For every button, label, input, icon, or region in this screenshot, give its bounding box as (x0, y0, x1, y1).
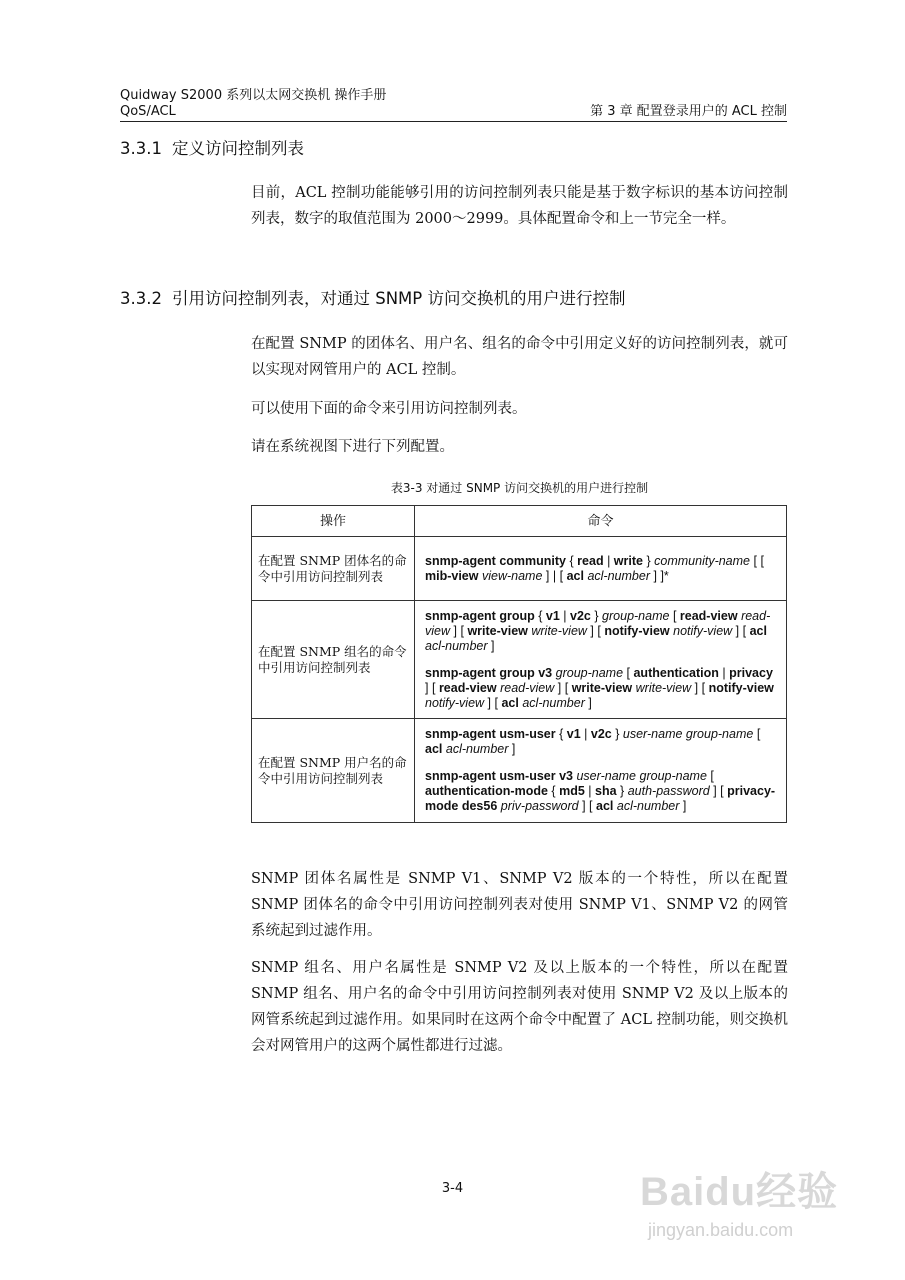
section-number: 3.3.1 (120, 139, 162, 158)
command-text: snmp-agent group v3 group-name [ authentication | privacy ] [ read-view read-view ] [ write-view write-view ] [ notify-view notify-view ] [ acl acl-number ] (425, 665, 774, 710)
command-text: snmp-agent usm-user { v1 | v2c } user-name group-name [ acl acl-number ] (425, 727, 761, 756)
operation-cell: 在配置 SNMP 组名的命令中引用访问控制列表 (252, 601, 415, 719)
paragraph: SNMP 团体名属性是 SNMP V1、SNMP V2 版本的一个特性，所以在配置 SNMP 团体名的命令中引用访问控制列表对使用 SNMP V1、SNMP V2 的网管系统起到过滤作用。 (251, 871, 788, 939)
command-cell (415, 719, 787, 823)
paragraph: SNMP 组名、用户名属性是 SNMP V2 及以上版本的一个特性，所以在配置 SNMP 组名、用户名的命令中引用访问控制列表对使用 SNMP V2 及以上版本的网管系统起到过滤作用。如果同时在这两个命令中配置了 ACL 控制功能，则交换机会对网管用户的这两个属性都进行过滤。 (251, 960, 788, 1054)
section-title: 定义访问控制列表 (172, 139, 304, 158)
table-row (252, 601, 787, 719)
section-heading-3-3-1 (120, 138, 304, 160)
paragraph: 在配置 SNMP 的团体名、用户名、组名的命令中引用定义好的访问控制列表，就可以实现对网管用户的 ACL 控制。 (251, 336, 788, 378)
header-operation: 操作 (252, 506, 415, 537)
table-row (252, 719, 787, 823)
command-text: snmp-agent community { read | write } community-name [ [ mib-view view-name ] | [ acl acl-number ] ]* (425, 553, 764, 583)
operation-cell: 在配置 SNMP 用户名的命令中引用访问控制列表 (252, 719, 415, 823)
section-title: 引用访问控制列表，对通过 SNMP 访问交换机的用户进行控制 (172, 289, 626, 308)
page-number: 3-4 (441, 1181, 464, 1196)
command-table (251, 505, 787, 823)
table-header-row (252, 506, 787, 537)
baidu-jingyan-watermark (640, 1160, 870, 1265)
running-header-chapter: 第 3 章 配置登录用户的 ACL 控制 (590, 104, 787, 119)
command-cell (415, 537, 787, 601)
table-row (252, 537, 787, 601)
running-header-subtitle: QoS/ACL (120, 104, 176, 119)
operation-cell: 在配置 SNMP 团体名的命令中引用访问控制列表 (252, 537, 415, 601)
command-cell (415, 601, 787, 719)
header-rule (120, 121, 787, 122)
watermark-logo: Baidu经验 (640, 1170, 839, 1214)
paragraph: 可以使用下面的命令来引用访问控制列表。 (251, 401, 527, 417)
command-text: snmp-agent usm-user v3 user-name group-name [ authentication-mode { md5 | sha } auth-password ] [ privacy-mode des56 priv-password ] [ acl acl-number ] (425, 769, 776, 813)
command-text: snmp-agent group { v1 | v2c } group-name [ read-view read-view ] [ write-view write-view ] [ notify-view notify-view ] [ acl acl-number ] (425, 608, 771, 653)
section-heading-3-3-2 (120, 288, 626, 310)
section-number: 3.3.2 (120, 289, 162, 308)
paragraph: 目前，ACL 控制功能能够引用的访问控制列表只能是基于数字标识的基本访问控制列表，数字的取值范围为 2000～2999。具体配置命令和上一节完全一样。 (251, 185, 788, 227)
running-header-title: Quidway S2000 系列以太网交换机 操作手册 (120, 88, 387, 103)
paragraph: 请在系统视图下进行下列配置。 (251, 439, 454, 455)
table-caption: 表3-3 对通过 SNMP 访问交换机的用户进行控制 (390, 481, 649, 495)
header-command: 命令 (415, 506, 787, 537)
watermark-url: jingyan.baidu.com (648, 1220, 794, 1240)
